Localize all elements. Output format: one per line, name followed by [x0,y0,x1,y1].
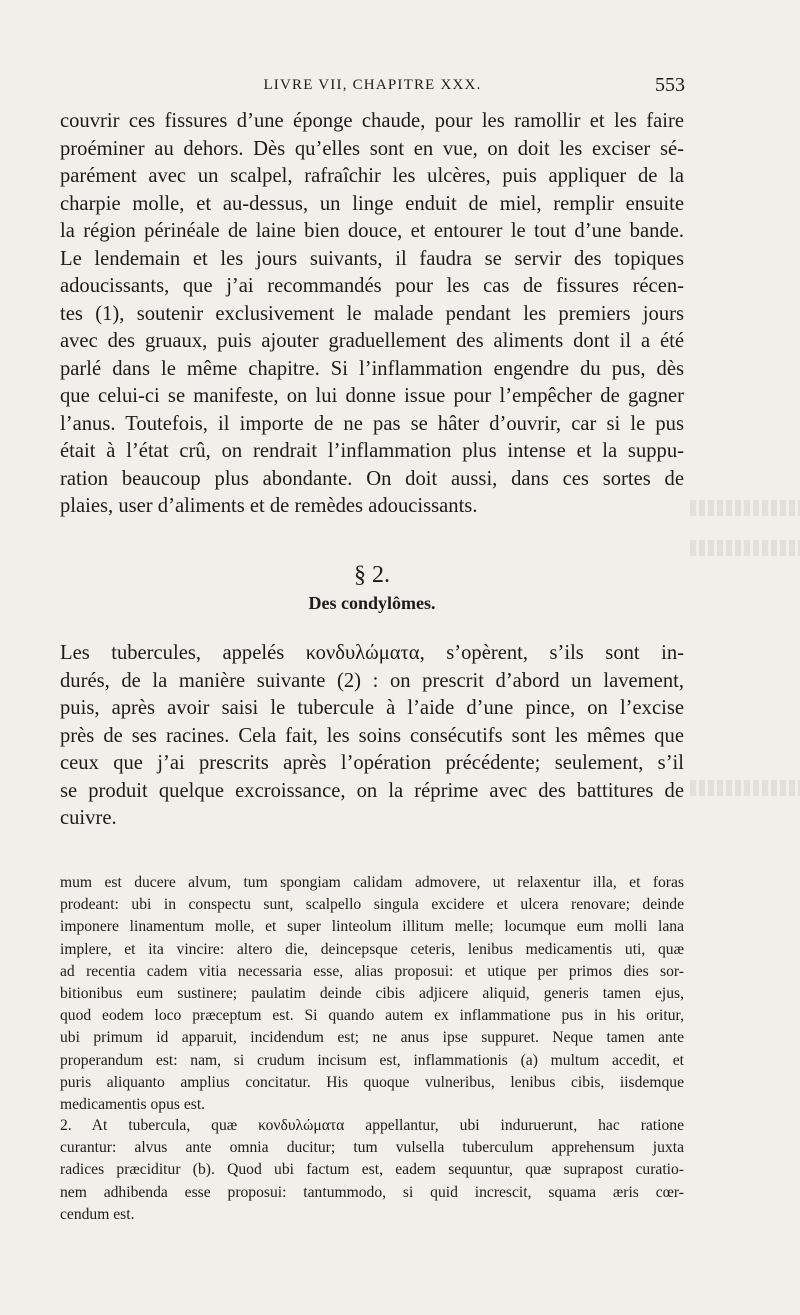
note-line: radices præciditur (b). Quod ubi factum est, eadem sequuntur, quæ suprapost curatio- [60,1161,684,1179]
text-line: ceux que j’ai prescrits après l’opération précédente; seulement, s’il [60,752,684,774]
bleed-through-mark [690,500,800,516]
note-line: bitionibus eum sustinere; paulatim deinde cibis adjicere aliquid, generis tamen ejus, [60,985,684,1003]
text-line: près de ses racines. Cela fait, les soins consécutifs sont les mêmes que [60,724,684,747]
text-line: parément avec un scalpel, rafraîchir les ulcères, puis appliquer de la [60,165,684,187]
note-line: medicamentis opus est. [60,1096,206,1114]
text-line: couvrir ces fissures d’une éponge chaude, pour les ramollir et les faire [60,110,684,132]
note-line: ad recentia cadem vitia necessaria esse, alias proposui: et utique per primos dies sor- [60,962,684,980]
note-line: prodeant: ubi in conspectu sunt, scalpello singula excidere et ulcera renovare; deinde [60,896,684,914]
note-line: imponere linamentum molle, et super linteolum illitum melle; locumque eum molli lana [60,918,684,936]
body-text [60,108,684,521]
text-line: durés, de la manière suivante (2) : on prescrit d’abord un lavement, [60,669,684,692]
text-line: parlé dans le même chapitre. Si l’inflammation engendre du pus, dès [60,357,684,380]
text-line: Les tubercules, appelés κονδυλώματα, s’opèrent, s’ils sont in- [60,642,684,664]
text-line: adoucissants, que j’ai recommandés pour les cas de fissures récen- [60,275,684,297]
page-header [60,74,685,101]
text-line: l’anus. Toutefois, il importe de ne pas se hâter d’ouvrir, car si le pus [60,412,684,435]
text-line: se produit quelque excroissance, on la réprime avec des battitures de [60,779,684,802]
latin-notes-section-2 [60,1115,684,1226]
note-line: 2. At tubercula, quæ κονδυλώματα appellantur, ubi induruerunt, hac ratione [60,1117,684,1134]
text-line: tes (1), soutenir exclusivement le malade pendant les premiers jours [60,302,684,325]
note-line: nem adhibenda esse proposui: tantummodo, si quid increscit, squama æris cœr- [60,1183,684,1201]
text-line: que celui-ci se manifeste, on lui donne issue pour l’empêcher de gagner [60,385,684,407]
text-line: avec des gruaux, puis ajouter graduellement des aliments dont il a été [60,330,684,352]
body-text-section-2 [60,640,684,833]
text-line: charpie molle, et au-dessus, un linge enduit de miel, remplir ensuite [60,192,684,215]
note-line: ubi primum id apparuit, incidendum est; ne anus ipse suppuret. Neque tamen ante [60,1029,684,1047]
running-head: LIVRE VII, CHAPITRE XXX. [263,77,482,93]
note-line: implere, et ita vincire: altero die, deincepsque ceteris, lenibus medicamentis uti, quæ [60,940,684,958]
note-line: cendum est. [60,1205,135,1223]
note-line: quod eodem loco præceptum est. Si quando autem ex inflammatione pus in his oritur, [60,1007,684,1025]
note-line: curantur: alvus ante omnia ducitur; tum vulsella tuberculum apprehensum juxta [60,1139,684,1157]
note-line: puris aliquanto amplius concitatur. His quoque vulneribus, lenibus cibis, iisdemque [60,1073,684,1091]
text-line: puis, après avoir saisi le tubercule à l’aide d’une pince, on l’excise [60,697,684,719]
note-line: properandum est: nam, si crudum incisum est, inflammationis (a) multum accedit, et [60,1051,684,1069]
section-heading [60,560,684,616]
text-line: Le lendemain et les jours suivants, il faudra se servir des topiques [60,247,684,270]
section-number: § 2. [354,562,390,588]
page-number: 553 [655,74,685,96]
text-line: était à l’état crû, on rendrait l’inflammation plus intense et la suppu- [60,440,684,462]
text-line: plaies, user d’aliments et de remèdes adoucissants. [60,495,478,517]
bleed-through-mark [690,540,800,556]
text-line: ration beaucoup plus abondante. On doit aussi, dans ces sortes de [60,467,684,490]
text-line: proéminer au dehors. Dès qu’elles sont en vue, on doit les exciser sé- [60,137,684,160]
note-line: mum est ducere alvum, tum spongiam calidam admovere, ut relaxentur illa, et foras [60,874,684,891]
section-title: Des condylômes. [308,593,436,613]
latin-notes [60,872,684,1116]
bleed-through-mark [690,780,800,796]
text-line: cuivre. [60,807,117,829]
text-line: la région périnéale de laine bien douce, et entourer le tout d’une bande. [60,220,684,242]
